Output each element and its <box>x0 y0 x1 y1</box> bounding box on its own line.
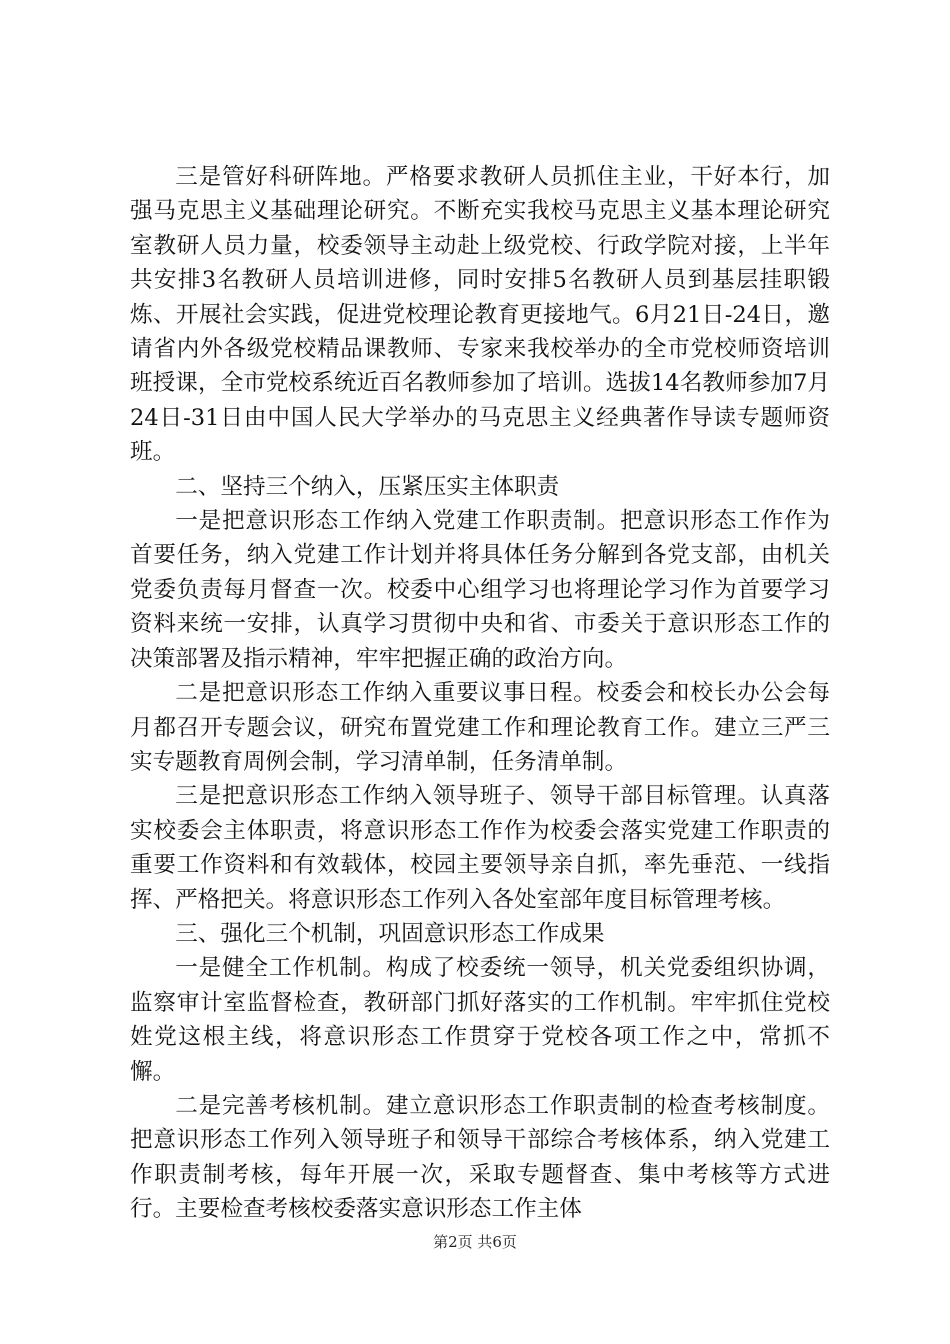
paragraph-research-base: 三是管好科研阵地。严格要求教研人员抓住主业，干好本行，加强马克思主义基础理论研究。不断充实我校马克思主义基本理论研究室教研人员力量，校委领导主动赴上级党校、行政学院对接，上半年共安排3名教研人员培训进修，同时安排5名教研人员到基层挂职锻炼、开展社会实践，促进党校理论教育更接地气。6月21日-24日，邀请省内外各级党校精品课教师、专家来我校举办的全市党校师资培训班授课，全市党校系统近百名教师参加了培训。选拔14名教师参加7月24日-31日由中国人民大学举办的马克思主义经典著作导读专题师资班。 <box>130 164 830 466</box>
document-body <box>130 160 830 1227</box>
paragraph-assessment-mechanism: 二是完善考核机制。建立意识形态工作职责制的检查考核制度。把意识形态工作列入领导班子和领导干部综合考核体系，纳入党建工作职责制考核，每年开展一次，采取专题督查、集中考核等方式进行。主要检查考核校委落实意识形态工作主体 <box>130 1092 830 1223</box>
page-number-footer: 第2页 共6页 <box>433 1233 517 1251</box>
paragraph-work-mechanism: 一是健全工作机制。构成了校委统一领导，机关党委组织协调，监察审计室监督检查，教研部门抓好落实的工作机制。牢牢抓住党校姓党这根主线，将意识形态工作贯穿于党校各项工作之中，常抓不懈。 <box>130 955 830 1085</box>
paragraph-party-building-duty: 一是把意识形态工作纳入党建工作职责制。把意识形态工作作为首要任务，纳入党建工作计划并将具体任务分解到各党支部，由机关党委负责每月督查一次。校委中心组学习也将理论学习作为首要学习资料来统一安排，认真学习贯彻中央和省、市委关于意识形态工作的决策部署及指示精神，牢牢把握正确的政治方向。 <box>130 508 830 672</box>
section-heading-two: 二、坚持三个纳入，压紧压实主体职责 <box>175 473 560 500</box>
section-heading-three: 三、强化三个机制，巩固意识形态工作成果 <box>175 920 605 947</box>
paragraph-target-management: 三是把意识形态工作纳入领导班子、领导干部目标管理。认真落实校委会主体职责，将意识形态工作作为校委会落实党建工作职责的重要工作资料和有效载体，校园主要领导亲自抓，率先垂范、一线指挥、严格把关。将意识形态工作列入各处室部年度目标管理考核。 <box>130 783 830 913</box>
paragraph-agenda: 二是把意识形态工作纳入重要议事日程。校委会和校长办公会每月都召开专题会议，研究布置党建工作和理论教育工作。建立三严三实专题教育周例会制，学习清单制，任务清单制。 <box>130 680 830 775</box>
